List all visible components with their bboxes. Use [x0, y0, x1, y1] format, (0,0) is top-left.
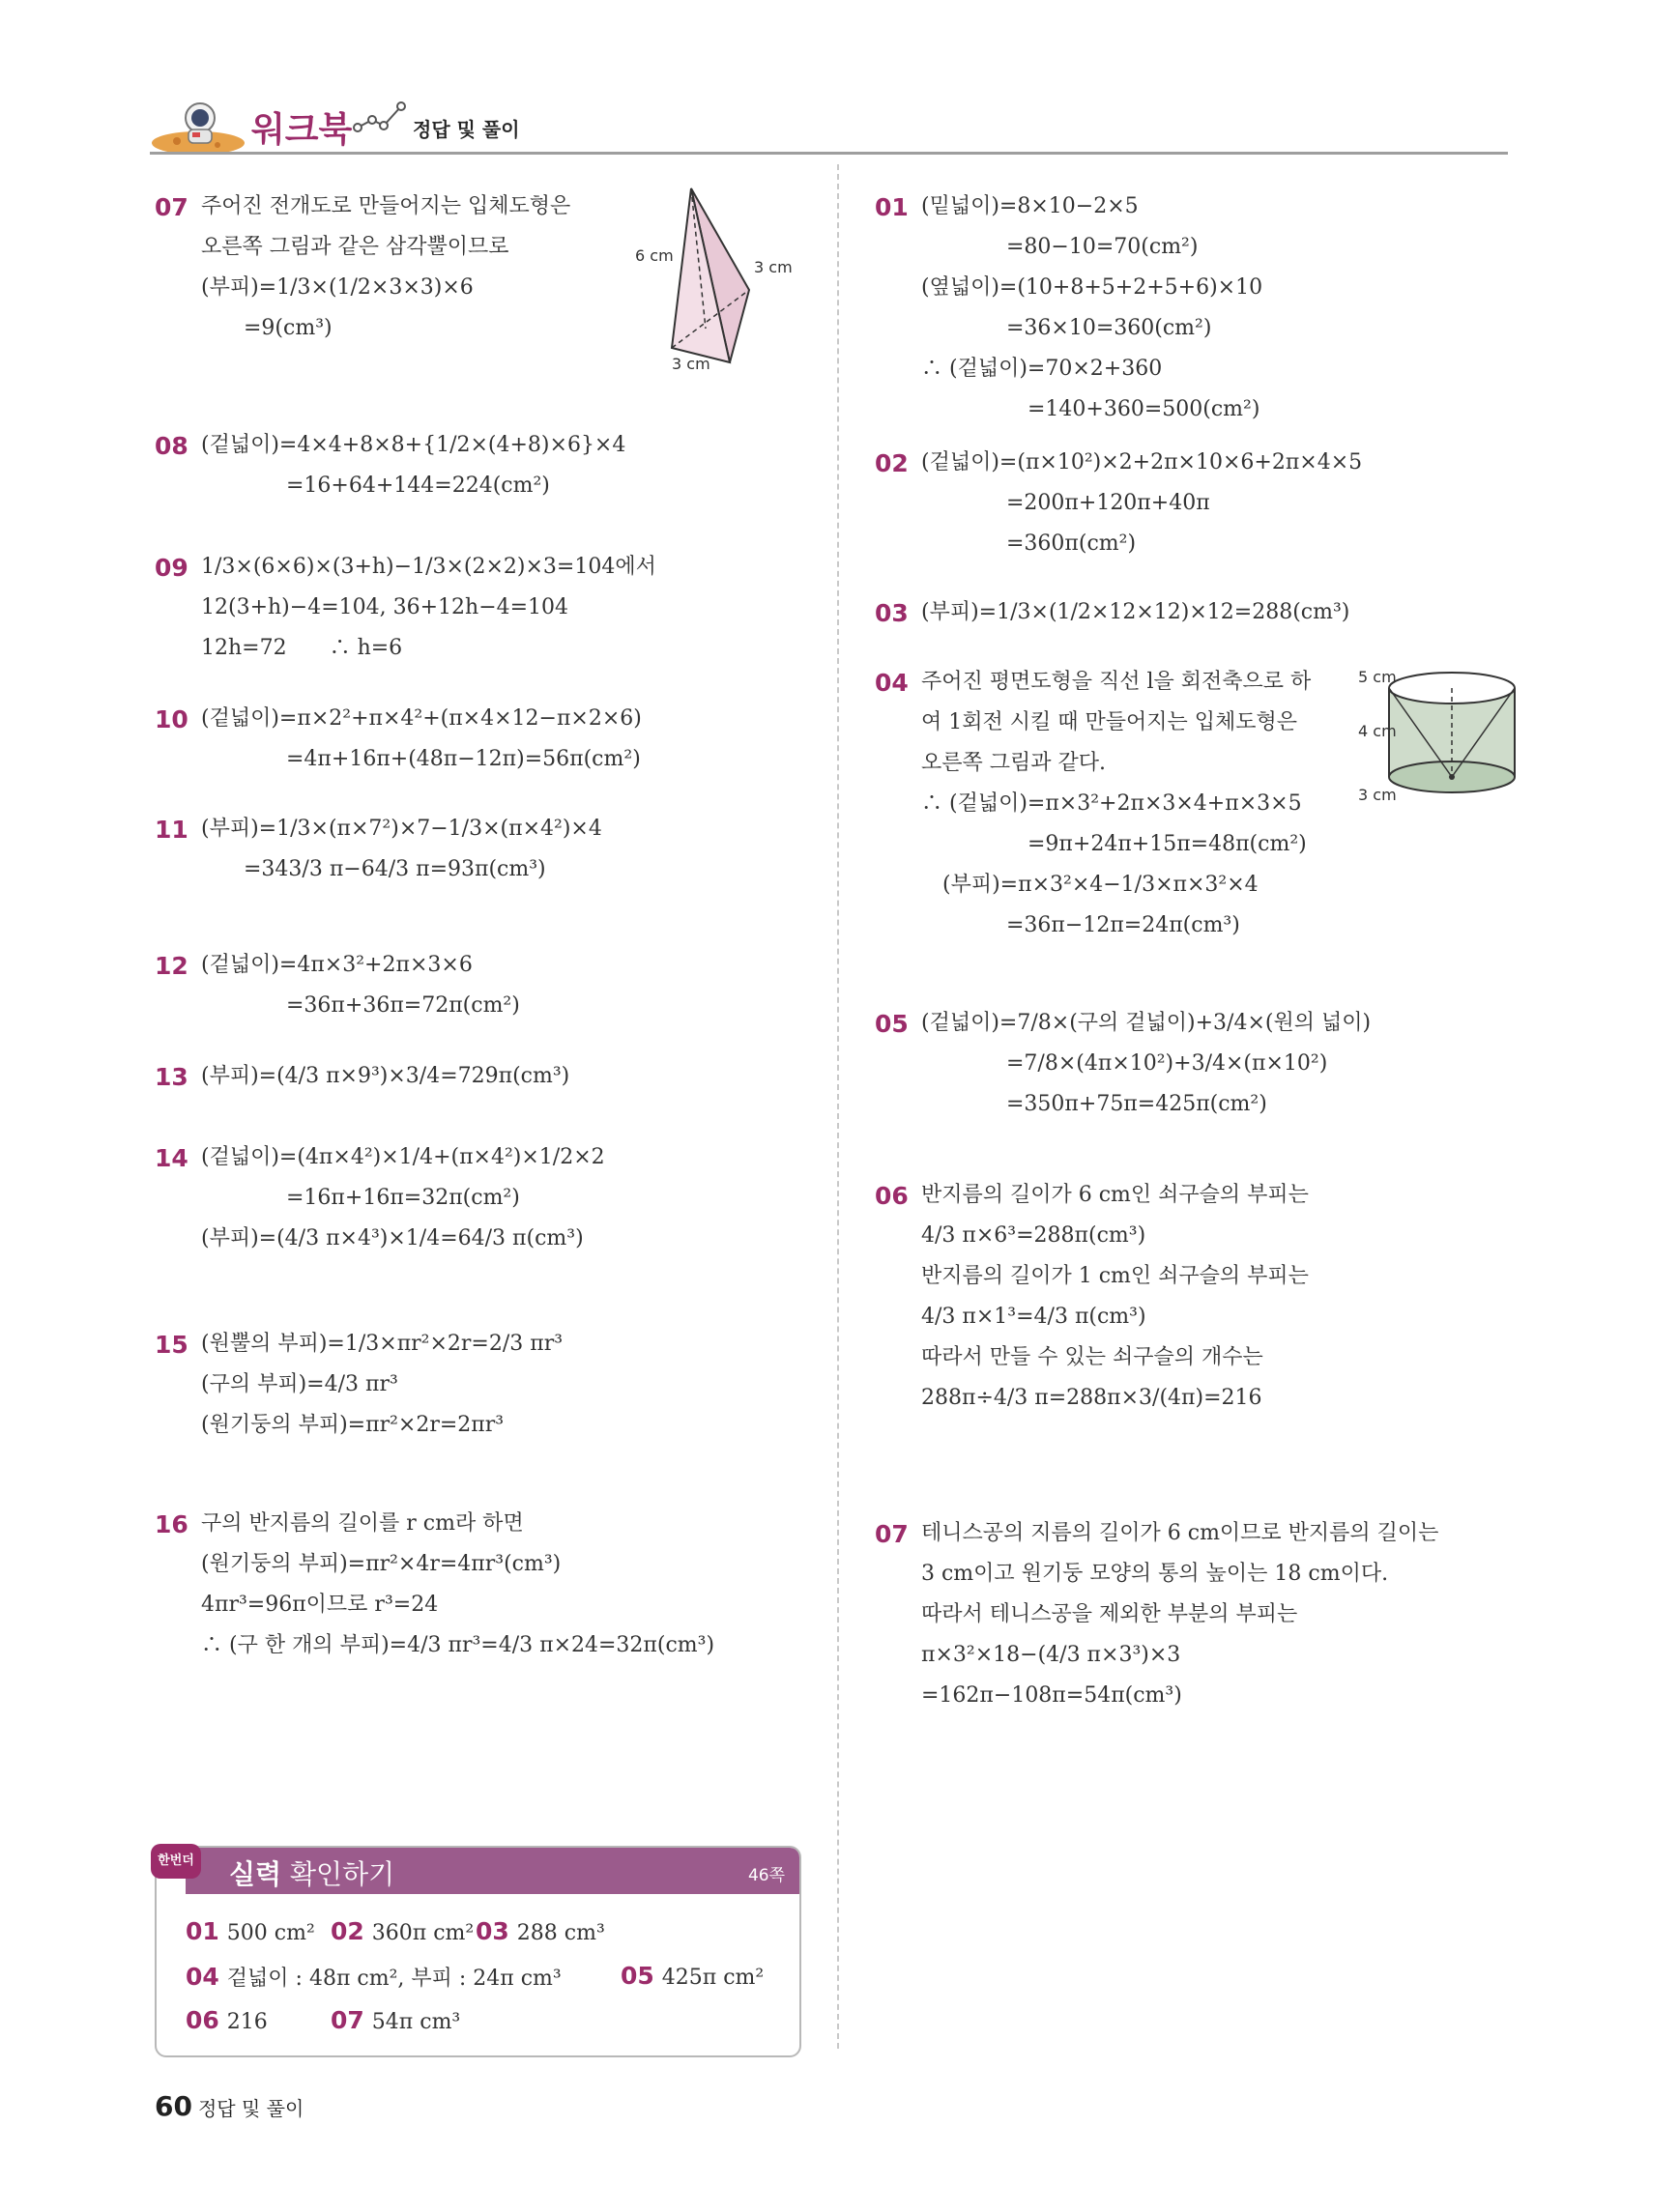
problem-solution [201, 1137, 820, 1259]
solution-line: 주어진 평면도형을 직선 l을 회전축으로 하 [921, 670, 1312, 694]
answer-item [476, 1917, 605, 1945]
problem-number: 11 [155, 816, 188, 844]
solution-line: 따라서 만들 수 있는 쇠구슬의 개수는 [921, 1345, 1263, 1369]
summary-title-bar [186, 1848, 799, 1894]
answer-value: 겉넓이 : 48π cm², 부피 : 24π cm³ [226, 1967, 562, 1991]
footer-label: 정답 및 풀이 [197, 2097, 304, 2120]
triangular-pyramid-figure [633, 184, 793, 373]
solution-line: =343/3 π−64/3 π=93π(cm³) [201, 857, 546, 881]
problem-solution [201, 1324, 820, 1446]
solution-line: 오른쪽 그림과 같다. [921, 751, 1106, 775]
answer-value: 216 [226, 2010, 268, 2034]
problem-solution [201, 1504, 820, 1666]
problem-number: 04 [875, 669, 909, 697]
solution-line: =7/8×(4π×10²)+3/4×(π×10²) [921, 1051, 1328, 1076]
header-rule [150, 152, 1508, 155]
solution-line: (부피)=1/3×(π×7²)×7−1/3×(π×4²)×4 [201, 817, 602, 841]
problem-solution [201, 547, 820, 669]
answer-number: 05 [621, 1962, 654, 1990]
solution-line: (구의 부피)=4/3 πr³ [201, 1372, 398, 1396]
solution-line: (겉넓이)=4×4+8×8+{1/2×(4+8)×6}×4 [201, 433, 626, 457]
solution-line: (원기둥의 부피)=πr²×4r=4πr³(cm³) [201, 1552, 562, 1576]
answer-number: 07 [331, 2006, 364, 2034]
problem-solution [921, 1003, 1520, 1125]
constellation-icon [353, 99, 411, 137]
answer-item [331, 2006, 460, 2034]
solution-line: (겉넓이)=(4π×4²)×1/4+(π×4²)×1/2×2 [201, 1145, 605, 1169]
cylinder-height-label: 4 cm [1358, 722, 1397, 740]
answer-item [331, 1917, 474, 1945]
summary-title: 실력 확인하기 [229, 1858, 395, 1890]
answer-number: 01 [186, 1917, 219, 1945]
page-number: 60 [155, 2090, 192, 2122]
cylinder-radius-label: 3 cm [1358, 786, 1397, 804]
pyramid-base-label: 3 cm [672, 355, 710, 373]
answer-item [186, 2006, 268, 2034]
solution-line: =9(cm³) [201, 316, 333, 340]
answer-value: 425π cm² [661, 1966, 765, 1990]
problem-number: 08 [155, 432, 188, 460]
solution-line: 3 cm이고 원기둥 모양의 통의 높이는 18 cm이다. [921, 1562, 1389, 1586]
solution-line: 12h=72 ∴ h=6 [201, 636, 403, 660]
solution-line: 4πr³=96π이므로 r³=24 [201, 1593, 439, 1617]
answer-number: 04 [186, 1963, 219, 1991]
summary-box [155, 1846, 801, 2057]
problem-number: 07 [155, 193, 188, 221]
solution-line: =200π+120π+40π [921, 491, 1210, 515]
solution-line: 반지름의 길이가 6 cm인 쇠구슬의 부피는 [921, 1183, 1309, 1207]
pyramid-height-label: 6 cm [635, 246, 674, 265]
solution-line: (옆넓이)=(10+8+5+2+5+6)×10 [921, 275, 1263, 300]
solution-line: (원기둥의 부피)=πr²×2r=2πr³ [201, 1413, 505, 1437]
solution-line: =4π+16π+(48π−12π)=56π(cm²) [201, 747, 641, 771]
answer-number: 02 [331, 1917, 364, 1945]
column-divider [837, 164, 839, 2049]
problem-solution [201, 699, 820, 780]
problem-number: 13 [155, 1063, 188, 1091]
problem-number: 03 [875, 599, 909, 627]
answer-number: 06 [186, 2006, 219, 2034]
answer-item [186, 1917, 315, 1945]
summary-page-ref: 46쪽 [747, 1866, 785, 1885]
solution-line: 따라서 테니스공을 제외한 부분의 부피는 [921, 1602, 1298, 1626]
problem-number: 10 [155, 705, 188, 733]
answer-value: 500 cm² [226, 1921, 315, 1945]
workbook-title: 워크북 [251, 110, 353, 150]
problem-solution [201, 945, 820, 1026]
solution-line: (밑넓이)=8×10−2×5 [921, 194, 1139, 218]
problem-number: 07 [875, 1520, 909, 1548]
solution-line: =16π+16π=32π(cm²) [201, 1186, 520, 1210]
solution-line: =36×10=360(cm²) [921, 316, 1212, 340]
problem-number: 09 [155, 554, 188, 582]
solution-line: 1/3×(6×6)×(3+h)−1/3×(2×2)×3=104에서 [201, 555, 656, 579]
solution-line: 반지름의 길이가 1 cm인 쇠구슬의 부피는 [921, 1264, 1309, 1288]
solution-line: (겉넓이)=7/8×(구의 겉넓이)+3/4×(원의 넓이) [921, 1011, 1372, 1035]
solution-line: 4/3 π×1³=4/3 π(cm³) [921, 1305, 1146, 1329]
solution-line: 288π÷4/3 π=288π×3/(4π)=216 [921, 1386, 1262, 1410]
problem-solution [921, 1513, 1520, 1716]
answer-item [621, 1962, 764, 1990]
problem-solution [921, 1175, 1520, 1419]
solution-line: (부피)=1/3×(1/2×12×12)×12=288(cm³) [921, 600, 1350, 624]
solution-line: (겉넓이)=4π×3²+2π×3×6 [201, 953, 473, 977]
solution-line: (겉넓이)=π×2²+π×4²+(π×4×12−π×2×6) [201, 706, 642, 731]
solution-line: (원뿔의 부피)=1/3×πr²×2r=2/3 πr³ [201, 1332, 564, 1356]
solution-line: 주어진 전개도로 만들어지는 입체도형은 [201, 194, 571, 218]
answer-value: 288 cm³ [516, 1921, 605, 1945]
problem-number: 06 [875, 1182, 909, 1210]
solution-line: ∴ (구 한 개의 부피)=4/3 πr³=4/3 π×24=32π(cm³) [201, 1633, 715, 1657]
solution-line: (부피)=(4/3 π×9³)×3/4=729π(cm³) [201, 1064, 570, 1088]
solution-line: 구의 반지름의 길이를 r cm라 하면 [201, 1511, 524, 1536]
solution-line: =9π+24π+15π=48π(cm²) [921, 832, 1307, 856]
problem-number: 16 [155, 1510, 188, 1538]
problem-solution [921, 592, 1520, 633]
astronaut-mascot-icon [150, 97, 256, 153]
solution-line: =16+64+144=224(cm²) [201, 474, 550, 498]
solution-line: 4/3 π×6³=288π(cm³) [921, 1223, 1146, 1248]
pyramid-side-label: 3 cm [754, 258, 793, 276]
solution-line: π×3²×18−(4/3 π×3³)×3 [921, 1643, 1181, 1667]
solution-line: (부피)=1/3×(1/2×3×3)×6 [201, 275, 474, 300]
cylinder-cone-figure [1358, 667, 1527, 807]
problem-number: 12 [155, 952, 188, 980]
solution-line: =162π−108π=54π(cm³) [921, 1683, 1182, 1708]
solution-line: =36π+36π=72π(cm²) [201, 993, 520, 1018]
problem-solution [921, 187, 1520, 430]
solution-line: 테니스공의 지름의 길이가 6 cm이므로 반지름의 길이는 [921, 1521, 1439, 1545]
answer-item [186, 1962, 562, 1992]
solution-line: =36π−12π=24π(cm³) [921, 913, 1240, 937]
solution-line: =80−10=70(cm²) [921, 235, 1199, 259]
problem-number: 05 [875, 1010, 909, 1038]
problem-number: 15 [155, 1331, 188, 1359]
solution-line: =140+360=500(cm²) [921, 397, 1260, 421]
solution-line: 오른쪽 그림과 같은 삼각뿔이므로 [201, 235, 509, 259]
problem-number: 01 [875, 193, 909, 221]
problem-solution [201, 809, 820, 890]
header-subtitle: 정답 및 풀이 [413, 118, 520, 141]
cylinder-top-label: 5 cm [1358, 668, 1397, 686]
page-header [150, 97, 1508, 155]
problem-solution [201, 425, 820, 506]
answer-value: 360π cm² [371, 1921, 475, 1945]
solution-line: ∴ (겉넓이)=70×2+360 [921, 357, 1163, 381]
solution-line: ∴ (겉넓이)=π×3²+2π×3×4+π×3×5 [921, 791, 1302, 816]
solution-line: =350π+75π=425π(cm²) [921, 1092, 1267, 1116]
solution-line: (부피)=π×3²×4−1/3×π×3²×4 [921, 873, 1259, 897]
solution-line: =360π(cm²) [921, 531, 1137, 556]
solution-line: 12(3+h)−4=104, 36+12h−4=104 [201, 595, 569, 619]
solution-line: (부피)=(4/3 π×4³)×1/4=64/3 π(cm³) [201, 1226, 584, 1250]
problem-solution [201, 1056, 820, 1097]
summary-tag: 한번더 [151, 1844, 201, 1879]
problem-solution [921, 443, 1520, 564]
problem-number: 14 [155, 1144, 188, 1172]
page-footer [155, 2090, 304, 2122]
answer-number: 03 [476, 1917, 509, 1945]
solution-line: 여 1회전 시킬 때 만들어지는 입체도형은 [921, 710, 1297, 734]
solution-line: (겉넓이)=(π×10²)×2+2π×10×6+2π×4×5 [921, 450, 1363, 474]
problem-number: 02 [875, 449, 909, 477]
answer-value: 54π cm³ [371, 2010, 461, 2034]
